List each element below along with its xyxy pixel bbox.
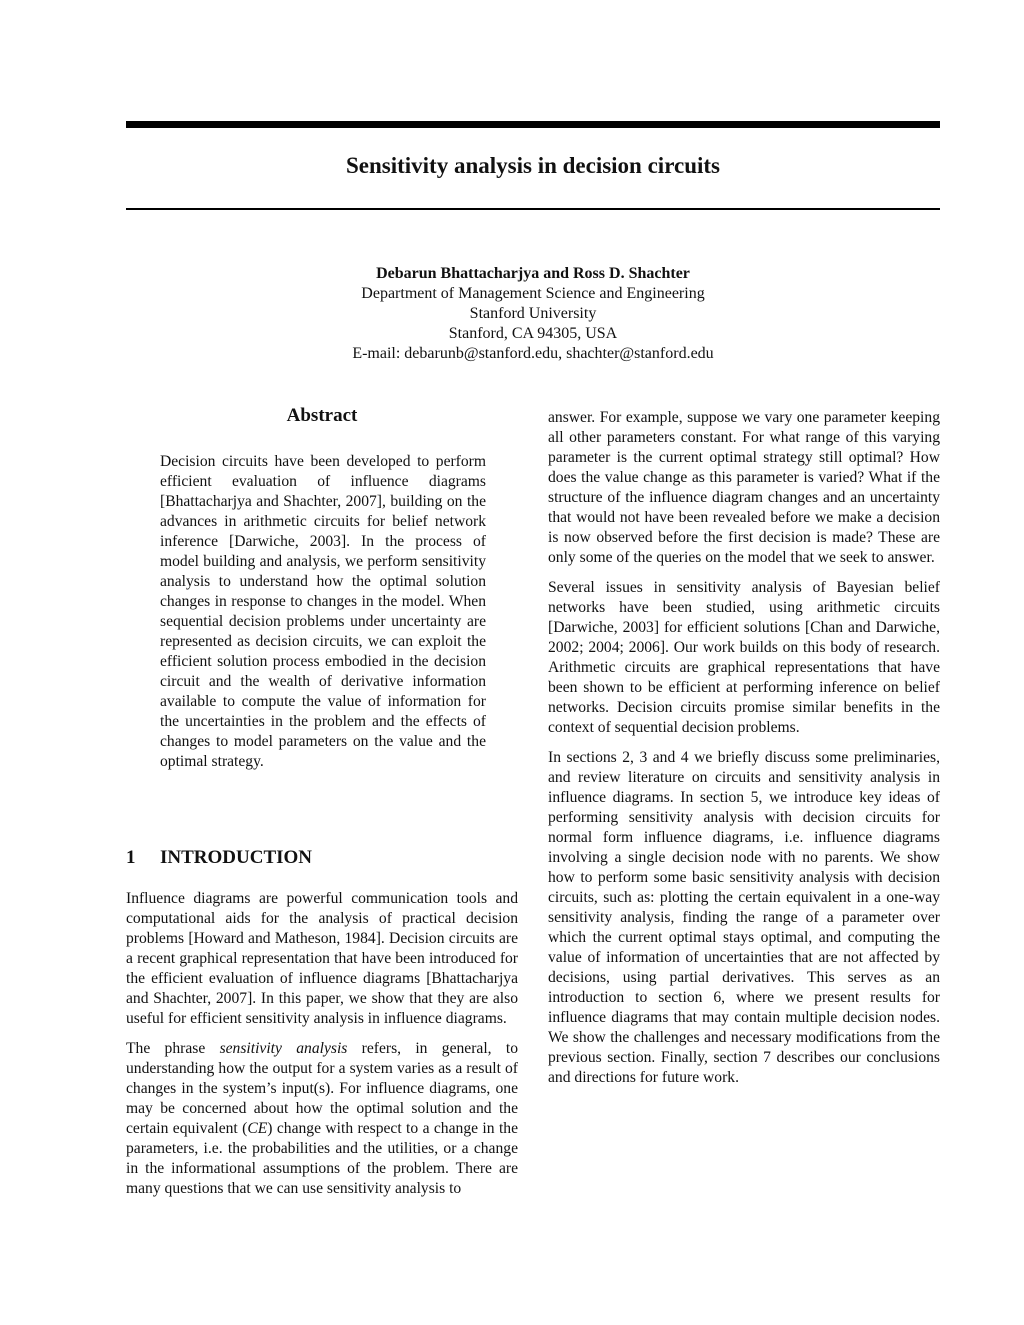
- section-number: 1: [126, 847, 136, 868]
- author-email: E-mail: debarunb@stanford.edu, shachter@stanford.edu: [352, 345, 714, 362]
- intro-p2-start: The phrase: [126, 1040, 220, 1057]
- right-paragraph-3: In sections 2, 3 and 4 we briefly discuss some preliminaries, and review literature on circuits and sensitivity analysis in influence diagrams. In section 5, we introduce key ideas of performing sensitivity analysis with decision circuits for normal form influence diagrams, i.e. influence diagrams involving a single decision node with no parents. We show how to perform some basic sensitivity analysis with decision circuits, such as: plotting the certain equivalent in a one-way sensitivity analysis, finding the range of a parameter over which the current optimal stays optimal, and computing the value of information of uncertainties that are not affected by decisions, using partial derivatives. This serves as an introduction to section 6, where we present results for influence diagrams that may contain multiple decision nodes. We show the challenges and necessary modifications from the previous section. Finally, section 7 describes our conclusions and directions for future work.: [548, 749, 940, 1086]
- intro-p2-end: ) change with respect to a change in the parameters, i.e. the probabilities and the utilities, or a change in the informational assumptions of the problem. There are many questions that we can use sensitivity analysis to: [126, 1120, 518, 1197]
- author-address: Stanford, CA 94305, USA: [448, 325, 618, 342]
- author-block: [126, 264, 940, 364]
- intro-p2-rest: refers, in general, to understanding how the output for a system varies as a result of changes in the system’s input(s). For influence diagrams, one may be concerned about how the optimal solution and the certain equivalent (: [126, 1040, 518, 1137]
- section-title: INTRODUCTION: [160, 847, 313, 868]
- intro-paragraph-2: [126, 1039, 518, 1199]
- author-university: Stanford University: [469, 305, 597, 322]
- right-paragraph-1: answer. For example, suppose we vary one parameter keeping all other parameters constant. For what range of this varying parameter is the current optimal strategy still optimal? How does the value change as this parameter is varied? What if the structure of the influence diagram changes and an uncertainty that would not have been revealed before we make a decision is now observed before the first decision is made? These are only some of the queries on the model that we seek to answer.: [548, 409, 940, 566]
- author-affiliation: Department of Management Science and Engineering: [361, 285, 705, 302]
- left-column-intro: [126, 889, 518, 1209]
- intro-p2-emphasis: sensitivity analysis: [219, 1040, 348, 1057]
- paper-title: Sensitivity analysis in decision circuits: [345, 153, 720, 178]
- abstract-text: Decision circuits have been developed to perform efficient evaluation of influence diagrams [Bhattacharjya and Shachter, 2007], building on the advances in arithmetic circuits for belief network inference [Darwiche, 2003]. In the process of model building and analysis, we perform sensitivity analysis to understand how the optimal solution changes in response to changes in the model. When sequential decision problems under uncertainty are represented as decision circuits, we can exploit the efficient solution process embodied in the decision circuit and the wealth of derivative information available to compute the value of information for the uncertainties in the problem and the effects of changes to model parameters on the value and the optimal strategy.: [160, 453, 486, 770]
- title-top-rule: [126, 121, 940, 128]
- right-paragraph-2: Several issues in sensitivity analysis of Bayesian belief networks have been studied, using arithmetic circuits [Darwiche, 2003] for efficient solutions [Chan and Darwiche, 2002; 2004; 2006]. Our work builds on this body of research. Arithmetic circuits are graphical representations that have been shown to be efficient at performing inference on belief networks. Decision circuits promise similar benefits in the context of sequential decision problems.: [548, 579, 940, 736]
- right-column: [548, 408, 940, 1098]
- title-bottom-rule: [126, 208, 940, 210]
- author-names: Debarun Bhattacharjya and Ross D. Shachter: [376, 265, 690, 282]
- intro-p2-ce: CE: [247, 1120, 268, 1137]
- section-heading: [126, 845, 518, 871]
- abstract-heading: Abstract: [286, 405, 358, 426]
- intro-paragraph-1: Influence diagrams are powerful communication tools and computational aids for the analysis of practical decision problems [Howard and Matheson, 1984]. Decision circuits are a recent graphical representation that have been introduced for the efficient evaluation of influence diagrams [Bhattacharjya and Shachter, 2007]. In this paper, we show that they are also useful for efficient sensitivity analysis in influence diagrams.: [126, 890, 518, 1027]
